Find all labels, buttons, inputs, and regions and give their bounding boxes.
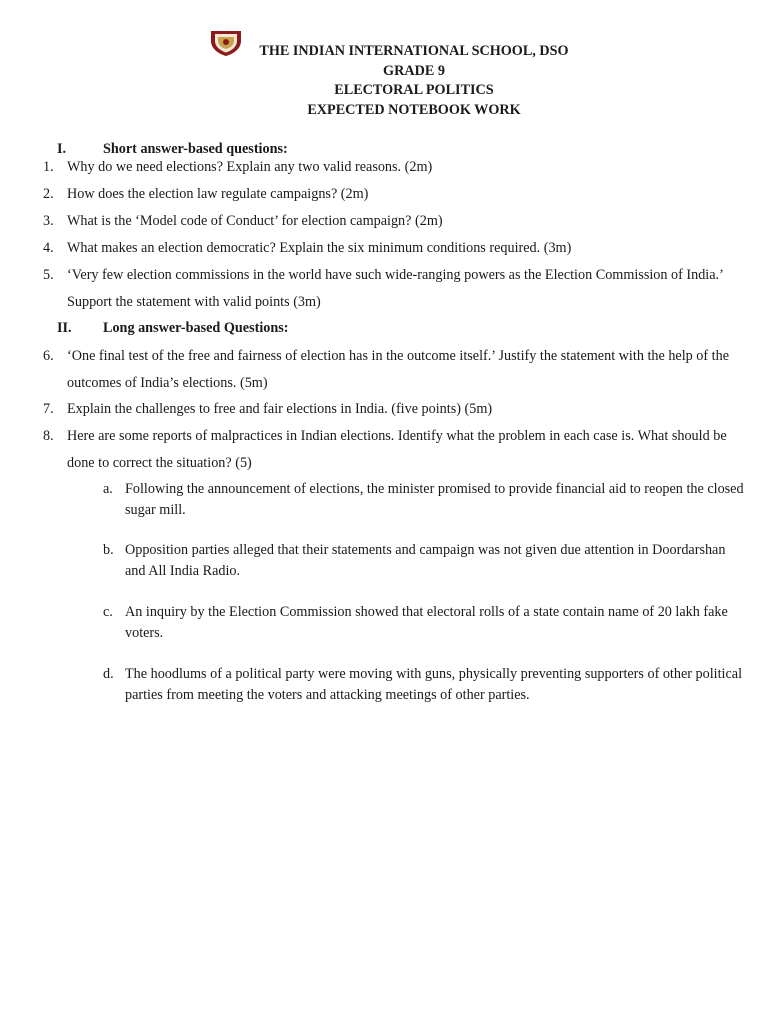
question-item — [43, 181, 743, 208]
question-number: 5. — [43, 267, 54, 283]
sub-item-text: The hoodlums of a political party were moving with guns, physically preventing supporters of other political parties from meeting the voters and attacking meetings of other parties. — [125, 666, 743, 703]
sub-item-letter: d. — [103, 666, 114, 682]
sub-item — [103, 664, 748, 705]
question-text: What makes an election democratic? Explain the six minimum conditions required. (3m) — [67, 240, 572, 256]
question-number: 8. — [43, 428, 54, 444]
section-numeral: II. — [57, 320, 72, 336]
question-item — [43, 235, 743, 262]
work-title: EXPECTED NOTEBOOK WORK — [307, 101, 521, 118]
question-text: What is the ‘Model code of Conduct’ for election campaign? (2m) — [67, 213, 443, 229]
question-number: 7. — [43, 401, 54, 417]
question-item — [43, 396, 743, 423]
sub-item — [103, 540, 748, 581]
sub-item — [103, 602, 748, 643]
question-text: ‘One final test of the free and fairness of election has in the outcome itself.’ Justify the statement with the help of the outcomes of India’s elections. (5m) — [67, 348, 730, 391]
section-numeral: I. — [57, 141, 67, 157]
question-item — [43, 343, 743, 397]
sub-item-text: An inquiry by the Election Commission showed that electoral rolls of a state contain name of 20 lakh fake voters. — [125, 604, 728, 641]
question-number: 1. — [43, 159, 54, 175]
sub-item-letter: b. — [103, 542, 114, 558]
grade-title: GRADE 9 — [383, 62, 445, 79]
question-text: How does the election law regulate campaigns? (2m) — [67, 186, 369, 202]
question-item — [43, 208, 743, 235]
sub-item-text: Opposition parties alleged that their statements and campaign was not given due attention in Doordarshan and All India Radio. — [125, 542, 726, 579]
subject-title: ELECTORAL POLITICS — [334, 82, 494, 98]
question-text: Why do we need elections? Explain any two valid reasons. (2m) — [67, 159, 433, 175]
question-text: Here are some reports of malpractices in Indian elections. Identify what the problem in each case is. What should be done to correct the situation? (5) — [67, 428, 727, 471]
question-item — [43, 423, 743, 477]
question-item — [43, 262, 743, 316]
question-number: 3. — [43, 213, 54, 229]
section-title: Long answer-based Questions: — [103, 320, 289, 336]
sub-item-letter: a. — [103, 481, 113, 497]
question-text: Explain the challenges to free and fair elections in India. (five points) (5m) — [67, 401, 493, 417]
document-header — [0, 42, 768, 120]
question-text: ‘Very few election commissions in the world have such wide-ranging powers as the Election Commission of India.’ Support the statement with valid points (3m) — [67, 267, 723, 310]
sub-item-text: Following the announcement of elections, the minister promised to provide financial aid to reopen the closed sugar mill. — [125, 481, 744, 518]
question-number: 6. — [43, 348, 54, 364]
sub-item-letter: c. — [103, 604, 113, 620]
school-name: THE INDIAN INTERNATIONAL SCHOOL, DSO — [259, 43, 569, 59]
section-title: Short answer-based questions: — [103, 141, 288, 157]
question-item — [43, 154, 743, 181]
question-number: 4. — [43, 240, 54, 256]
question-number: 2. — [43, 186, 54, 202]
sub-item — [103, 479, 748, 520]
